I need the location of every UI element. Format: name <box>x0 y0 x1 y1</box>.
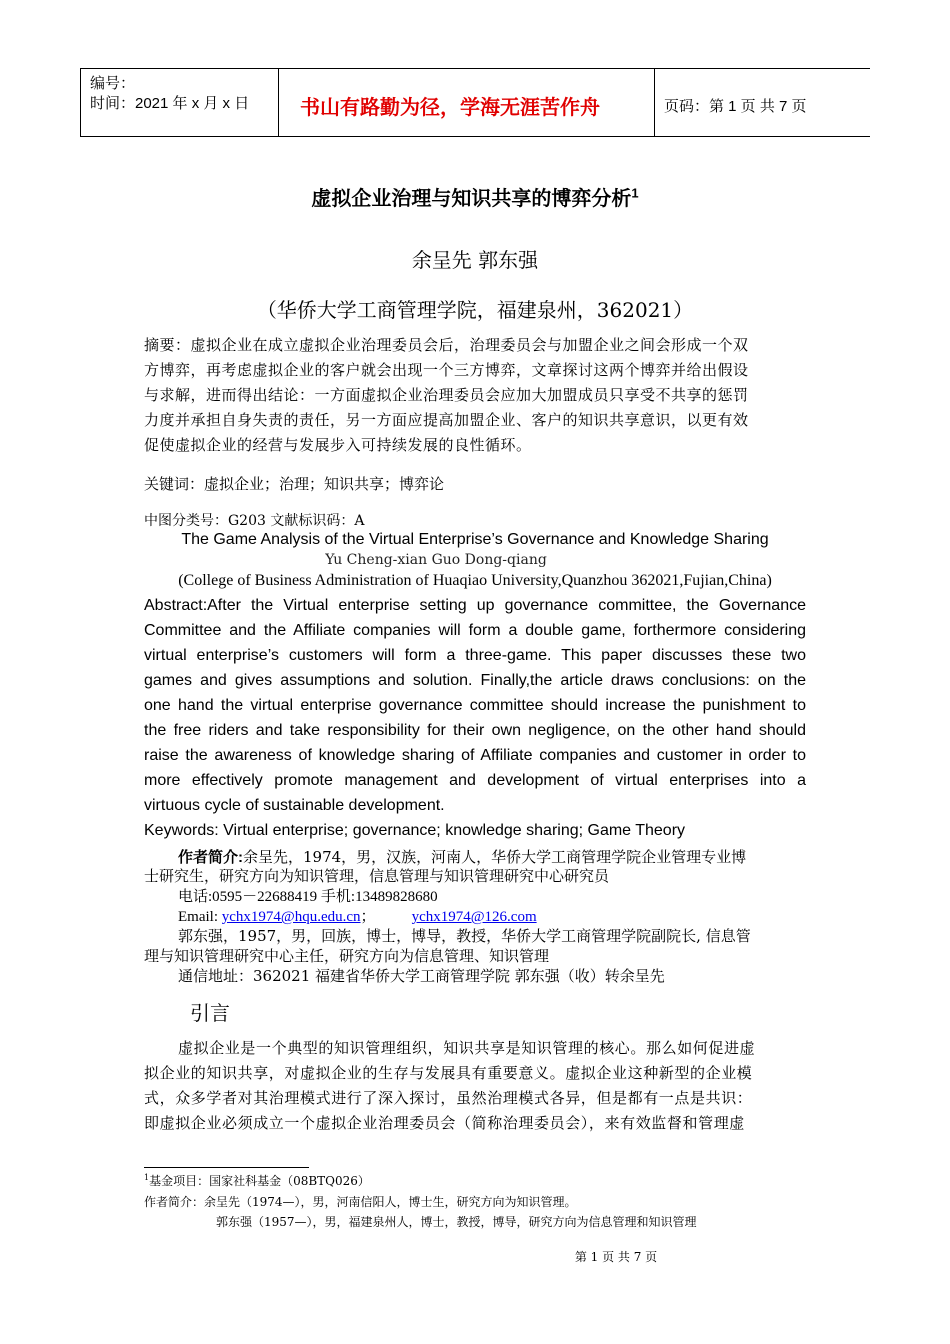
abstract-cn-line: 方博弈，再考虑虚拟企业的客户就会出现一个三方博弈，文章探讨这两个博弈并给出假设 <box>144 361 749 379</box>
english-affiliation: (College of Business Administration of Huaqiao University,Quanzhou 362021,Fujian,China) <box>178 572 772 589</box>
english-abstract-line: raise the awareness of knowledge sharing of Affiliate companies and customer in order to <box>144 747 806 764</box>
header-page-info: 页码：第 1 页 共 7 页 <box>664 98 807 115</box>
email-link-hqu[interactable]: ychx1974@hqu.edu.cn <box>221 909 361 925</box>
footnote-fund <box>144 1172 370 1189</box>
abstract-cn-line: 促使虚拟企业的经营与发展步入可持续发展的良性循环。 <box>144 436 532 454</box>
english-abstract-line: the free riders and take responsibility for their own negligence, on the other hand should <box>144 722 806 739</box>
header-bottom-border <box>80 136 870 137</box>
english-abstract-line: Committee and the Affiliate companies will form a double game, forthermore considering <box>144 622 806 639</box>
author-info-line2: 士研究生，研究方向为知识管理，信息管理与知识管理研究中心研究员 <box>144 867 610 885</box>
email-link-126[interactable]: ychx1974@126.com <box>411 909 537 925</box>
title-footnote-mark: 1 <box>631 185 639 201</box>
header-motto: 书山有路勤为径，学海无涯苦作舟 <box>300 97 600 119</box>
author-email-line <box>178 905 537 926</box>
intro-line: 虚拟企业是一个典型的知识管理组织，知识共享是知识管理的核心。那么如何促进虚 <box>178 1039 756 1057</box>
header-code: 编号： <box>90 75 136 92</box>
author-info-line1 <box>178 846 746 867</box>
title-main: 虚拟企业治理与知识共享的博弈分析 <box>311 188 632 210</box>
header-time: 时间：2021 年 x 月 x 日 <box>90 95 250 112</box>
header-left-border <box>80 68 81 136</box>
email-label: Email: <box>178 909 222 925</box>
author-address: 通信地址：362021 福建省华侨大学工商管理学院 郭东强（收）转余呈先 <box>178 967 665 985</box>
intro-line: 即虚拟企业必须成立一个虚拟企业治理委员会（简称治理委员会），来有效监督和管理虚 <box>144 1114 745 1132</box>
footnote-fund-text: 基金项目：国家社科基金（08BTQ026） <box>149 1174 370 1188</box>
english-abstract-line: more effectively promote management and development of virtual enterprises into a <box>144 772 806 789</box>
page-footer: 第 1 页 共 7 页 <box>574 1250 658 1264</box>
english-abstract-line: virtuous cycle of sustainable development. <box>144 797 445 814</box>
abstract-cn-line: 力度并承担自身失责的责任，另一方面应提高加盟企业、客户的知识共享意识，以更有效 <box>144 411 749 429</box>
english-abstract-line: virtual enterprise’s customers will form a three-game. This paper discusses these two <box>144 647 806 664</box>
english-authors: Yu Cheng-xian Guo Dong-qiang <box>325 552 547 568</box>
english-title: The Game Analysis of the Virtual Enterprise’s Governance and Knowledge Sharing <box>181 531 769 548</box>
english-abstract-line: games and gives assumptions and solution. Finally,the article draws conclusions: on the <box>144 672 806 689</box>
header-divider-2 <box>654 68 655 136</box>
author-phone: 电话:0595－22688419 手机:13489828680 <box>178 889 438 905</box>
classification: 中图分类号：G203 文献标识码：A <box>144 513 365 529</box>
authors: 余呈先 郭东强 <box>411 248 539 272</box>
footnote-separator <box>144 1167 309 1168</box>
english-abstract-line: Abstract:After the Virtual enterprise setting up governance committee, the Governance <box>144 597 806 614</box>
abstract-cn-line: 摘要：虚拟企业在成立虚拟企业治理委员会后，治理委员会与加盟企业之间会形成一个双 <box>144 336 749 354</box>
section-heading-intro: 引言 <box>190 1001 230 1025</box>
author-info-label: 作者简介: <box>178 849 243 866</box>
affiliation: （华侨大学工商管理学院，福建泉州，362021） <box>256 298 694 322</box>
intro-line: 式，众多学者对其治理模式进行了深入探讨，虽然治理模式各异，但是都有一点是共识： <box>144 1089 753 1107</box>
footnote-mark: 1 <box>144 1173 150 1182</box>
abstract-cn-line: 与求解，进而得出结论：一方面虚拟企业治理委员会应加大加盟成员只享受不共享的惩罚 <box>144 386 749 404</box>
author-guo-line2: 理与知识管理研究中心主任，研究方向为信息管理、知识管理 <box>144 947 550 965</box>
footnote-author1: 作者简介：余呈先（1974—），男，河南信阳人，博士生，研究方向为知识管理。 <box>144 1195 577 1209</box>
intro-line: 拟企业的知识共享，对虚拟企业的生存与发展具有重要意义。虚拟企业这种新型的企业模 <box>144 1064 753 1082</box>
english-keywords: Keywords: Virtual enterprise; governance; knowledge sharing; Game Theory <box>144 822 686 839</box>
email-separator: ； <box>360 909 376 925</box>
keywords-cn: 关键词：虚拟企业；治理；知识共享；博弈论 <box>144 475 445 493</box>
author-guo-line1: 郭东强，1957，男，回族，博士，博导，教授，华侨大学工商管理学院副院长, 信息管 <box>178 927 751 945</box>
author-info-yu: 余呈先，1974，男，汉族，河南人，华侨大学工商管理学院企业管理专业博 <box>243 848 747 866</box>
header-top-border <box>80 68 870 69</box>
footnote-author2: 郭东强（1957—），男，福建泉州人，博士，教授，博导，研究方向为信息管理和知识管理 <box>216 1215 697 1229</box>
english-abstract-line: one hand the virtual enterprise governance committee should increase the punishment to <box>144 697 806 714</box>
page-title <box>0 182 950 211</box>
header-divider-1 <box>278 68 279 136</box>
